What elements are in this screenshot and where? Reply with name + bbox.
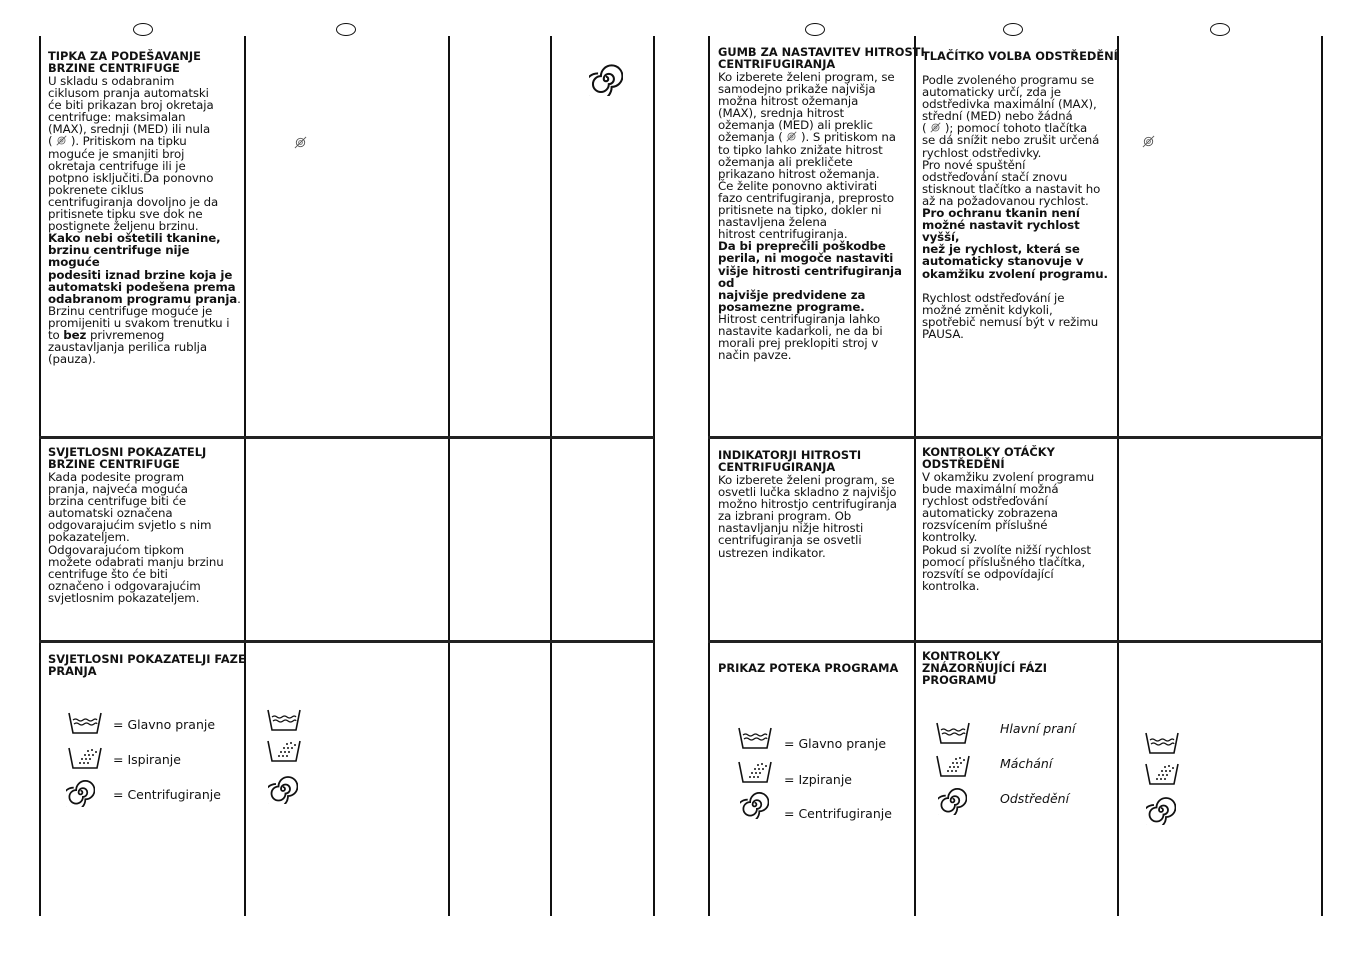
section-body: U skladu s odabranim ciklusom pranja automatski će biti prikazan broj okretaja centrifuge: maksimalan (MAX), srednji (MED) ili nula ( ). Pritiskom na tipku moguće je smanjiti broj okretaja centrifuge ili je potpno isključiti.Da ponovno pokrenete ciklus centrifugiranja dovoljno je da pritisnete tipku sve dok ne postignete željenu brzinu. Kako nebi oštetili tkanine, brzinu centrifuge nije moguće podesiti iznad brzine koja je automatski podešena prema odabranom programu pranja. Brzinu centrifuge moguće je promijeniti u svakom trenutku i to bez privremenog zaustavljanja perilica rublja (pauza). xyxy=(48,74,241,367)
section-title: SVJETLOSNI POKAZATELJI FAZE PRANJA xyxy=(48,652,246,678)
column-marker xyxy=(336,23,356,36)
wash-tub-icon xyxy=(267,709,301,731)
column-divider xyxy=(244,36,246,916)
legend-label: = Glavno pranje xyxy=(784,736,887,751)
column-divider xyxy=(448,36,450,916)
legend-label: = Centrifugiranje xyxy=(784,806,892,821)
section-title: INDIKATORJI HITROSTI CENTRIFUGIRANJA xyxy=(718,448,862,474)
section-title: TIPKA ZA PODEŠAVANJE BRZINE CENTRIFUGE xyxy=(48,49,201,75)
no-spin-icon xyxy=(1142,135,1155,148)
spin-spiral-icon xyxy=(1146,795,1176,825)
spin-spiral-icon xyxy=(268,774,298,804)
legend-label: Máchání xyxy=(1000,756,1053,771)
rinse-shower-icon xyxy=(738,761,772,783)
rinse-shower-icon xyxy=(936,755,970,777)
rinse-shower-icon xyxy=(68,747,102,769)
row-divider xyxy=(708,640,1323,643)
section-body: Kada podesite program pranja, najveća moguća brzina centrifuge biti će automatski označena odgovarajućim svjetlo s nim pokazateljem. Odgovarajućom tipkom možete odabrati manju brzinu centrifuge što će biti označeno i odgovarajućim svjetlosnim pokazateljem. xyxy=(48,470,224,605)
spin-spiral-icon xyxy=(66,778,95,807)
legend-label: = Izpiranje xyxy=(784,772,852,787)
spin-spiral-icon xyxy=(589,62,623,96)
column-marker xyxy=(133,23,153,36)
rinse-shower-icon xyxy=(1145,763,1179,785)
section-body: Podle zvoleného programu se automaticky určí, zda je odstředivka maximální (MAX), střední (MED) nebo žádná ( ); pomocí tohoto tlačítka se dá snížit nebo zrušit určená rychlost odstředivky. Pro nové spuštění odstřeďování stačí znovu stisknout tlačítko a nastavit ho až na požadovanou rychlost. Pro ochranu tkanin není možné nastavit rychlost vyšší, než je rychlost, která se automaticky stanovuje v okamžiku zvolení programu. Rychlost odstřeďování je možné změnit kdykoli, spotřebič nemusí být v režimu PAUSA. xyxy=(922,73,1108,341)
legend-label: = Centrifugiranje xyxy=(113,787,221,802)
column-marker xyxy=(1003,23,1023,36)
section-title: KONTROLKY ZNÁZORŇUJÍCÍ FÁZI PROGRAMU xyxy=(922,649,1047,687)
legend-label: Odstředění xyxy=(1000,791,1070,806)
spin-spiral-icon xyxy=(938,786,967,815)
section-title: GUMB ZA NASTAVITEV HITROSTI CENTRIFUGIRANJA xyxy=(718,45,925,71)
row-divider xyxy=(39,640,654,643)
column-divider xyxy=(1117,36,1119,916)
column-marker xyxy=(1210,23,1230,36)
wash-tub-icon xyxy=(1145,732,1179,754)
wash-tub-icon xyxy=(936,722,970,744)
no-spin-icon xyxy=(294,136,307,149)
column-divider xyxy=(1321,36,1323,916)
rinse-shower-icon xyxy=(267,740,301,762)
legend-label: = Glavno pranje xyxy=(113,717,216,732)
legend-label: Hlavní praní xyxy=(1000,721,1076,736)
no-spin-icon xyxy=(56,135,67,146)
wash-tub-icon xyxy=(738,727,772,749)
section-body: Ko izberete želeni program, se osvetli lučka skladno z najvišjo možno hitrostjo centrifugiranja za izbrani program. Ob nastavljanju nižje hitrosti centrifugiranja se osvetli ustrezen indikator. xyxy=(718,473,897,560)
no-spin-icon xyxy=(930,122,941,133)
row-divider xyxy=(708,436,1323,439)
column-divider xyxy=(39,36,41,916)
spin-spiral-icon xyxy=(740,790,769,819)
column-divider xyxy=(550,36,552,916)
column-divider xyxy=(653,36,655,916)
column-divider xyxy=(914,36,916,916)
legend-label: = Ispiranje xyxy=(113,752,181,767)
column-divider xyxy=(708,36,710,916)
section-title: PRIKAZ POTEKA PROGRAMA xyxy=(718,661,899,675)
section-title: SVJETLOSNI POKAZATELJ BRZINE CENTRIFUGE xyxy=(48,445,207,471)
section-body: V okamžiku zvolení programu bude maximální možná rychlost odstřeďování automaticky zobrazena rozsvícením příslušné kontrolky. Pokud si zvolíte nižší rychlost pomocí příslušného tlačítka, rozsvítí se odpovídající kontrolka. xyxy=(922,470,1095,593)
row-divider xyxy=(39,436,654,439)
section-title: TLAČÍTKO VOLBA ODSTŘEDĚNÍ xyxy=(922,49,1118,63)
no-spin-icon xyxy=(786,131,797,142)
section-body: Ko izberete želeni program, se samodejno prikaže najvišja možna hitrost ožemanja (MAX), srednja hitrost ožemanja (MED) ali preklic ožemanja ( ). S pritiskom na to tipko lahko znižate hitrost ožemanja ali prekličete prikazano hitrost ožemanja. Če želite ponovno aktivirati fazo centrifugiranja, preprosto pritisnete na tipko, dokler ni nastavljena želena hitrost centrifugiranja. Da bi preprečili poškodbe perila, ni mogoče nastaviti višje hitrosti centrifugiranja od najvišje predvidene za posamezne programe. Hitrost centrifugiranja lahko nastavite kadarkoli, ne da bi morali prej preklopiti stroj v način pavze. xyxy=(718,70,902,363)
column-marker xyxy=(805,23,825,36)
wash-tub-icon xyxy=(68,712,102,734)
section-title: KONTROLKY OTÁČKY ODSTŘEDĚNÍ xyxy=(922,445,1055,471)
